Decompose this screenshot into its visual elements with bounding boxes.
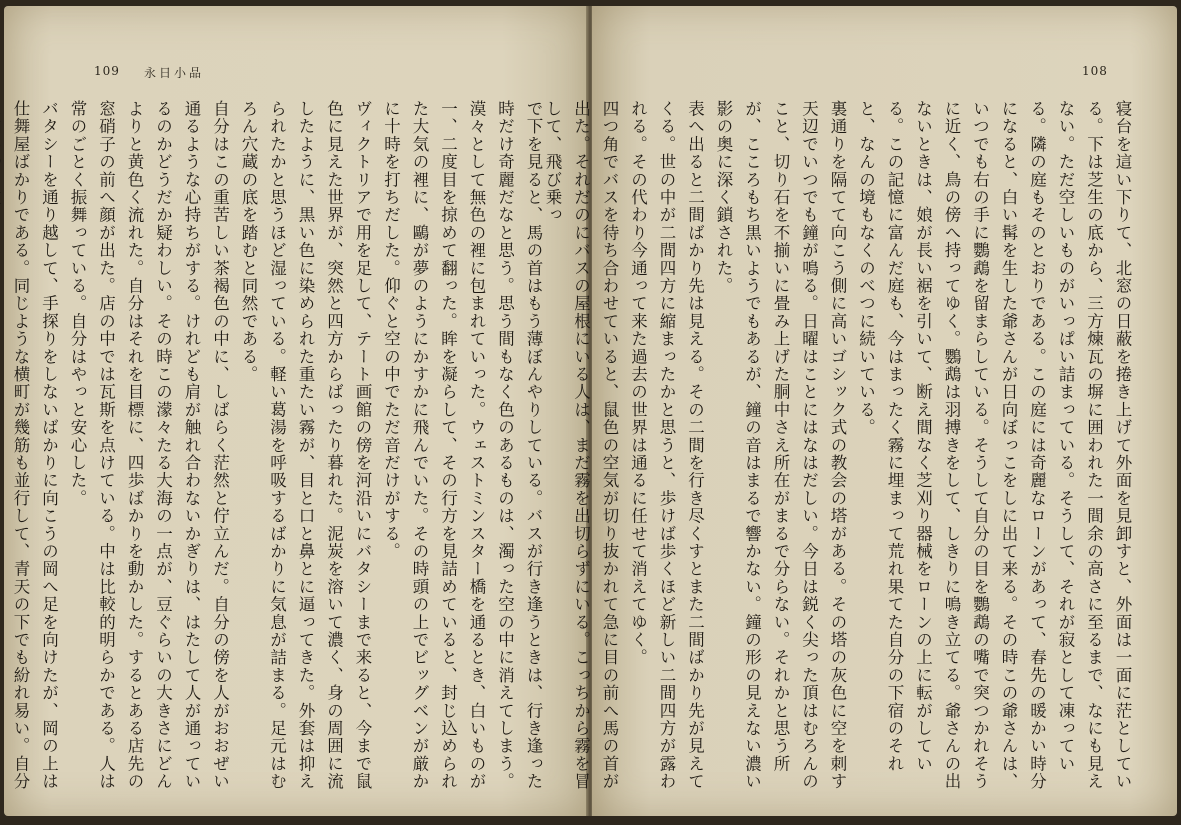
body-text: で下を見ると、馬の首はもう薄ぼんやりしている。バスが行き逢うときは、行き逢った時だけ奇麗だなと思う。思う間もなく色のあるものは、濁った空の中に消えてしまう。漠々として無色の裡に包まれていった。ウェストミンスター橋を通るとき、白いものが一、二度目を掠めて翻った。眸を凝らして、その行方を見詰めていると、封じ込められた大気の裡に、鷗が夢のようにかすかに飛んでいた。その時頭の上でビッグベンが厳かに十時を打ちだした。仰ぐと空の中でただ音だけがする。 ヴィクトリアで用を足して、テート画館の傍を河沿いにバタシーまで来ると、今まで鼠色に見えた世界が、突然と四方からばったり暮れた。泥炭を溶いて濃く、身の周囲に流したように、黒い色に染められた重たい霧が、目と口と鼻とに逼ってきた。外套は抑えられたかと思うほど湿っている。軽い葛湯を呼吸するばかりに気息が詰まる。足元はむろん穴蔵の底を踏むと同然である。 自分はこの重苦しい茶褐色の中に、しばらく茫然と佇立んだ。自分の傍を人がおおぜい通るような心持ちがする。けれども肩が触れ合わないかぎりは、はたして人が通っているのかどうだか疑わしい。その時この濛々たる大海の一点が、豆ぐらいの大きさにどんよりと黄色く流れた。自分はそれを目標に、四歩ばかりを動かした。するとある店先の窓硝子の前へ顔が出た。店の中では瓦斯を点けている。中は比較的明らかである。人は常のごとく振舞っている。自分はやっと安心した。 バタシーを通り越して、手探りをしないばかりに向こうの岡へ足を向けたが、岡の上は仕舞屋ばかりである。同じような横町が幾筋も並行して、青天の下でも紛れ易い。自分 [11, 100, 543, 791]
running-title: 永日小品 [144, 66, 205, 80]
page-number: 108 [1082, 64, 1108, 78]
right-page [543, 6, 1177, 816]
body-text: 寝台を這い下りて、北窓の日蔽を捲き上げて外面を見卸すと、外面は一面に茫としている。下は芝生の底から、三方煉瓦の塀に囲われた一間余の高さに至るまで、なにも見えない。ただ空しいものがいっぱい詰まっている。そうして、それが寂として凍っている。隣の庭もそのとおりである。この庭には奇麗なローンがあって、春先の暖かい時分になると、白い髯を生した爺さんが日向ぼっこをしに出て来る。その時この爺さんは、いつでも右の手に鸚鵡を留まらしている。そうして自分の目を鸚鵡の嘴で突つかれそうに近く、鳥の傍へ持ってゆく。鸚鵡は羽搏きをして、しきりに鳴き立てる。爺さんの出ないときは、娘が長い裾を引いて、断え間なく芝刈り器械をローンの上に転がしている。この記憶に富んだ庭も、今はまったく霧に埋まって荒れ果てた自分の下宿のそれと、なんの境もなくのべつに続いている。 裏通りを隔てて向こう側に高いゴシック式の教会の塔がある。その塔の灰色に空を刺す天辺でいつでも鐘が鳴る。日曜はことにはなはだしい。今日は鋭く尖った頂はむろんのこと、切り石を不揃いに畳み上げた胴中さえ所在がまるで分らない。それかと思う所が、こころもち黒いようでもあるが、鐘の音はまるで響かない。鐘の形の見えない濃い影の奥に深く鎖された。 表へ出ると二間ばかり先は見える。その二間を行き尽くすとまた二間ばかり先が見えてくる。世の中が二間四方に縮まったかと思うと、歩けば歩くほど新しい二間四方が露われる。その代わり今通って来た過去の世界は通るに任せて消えてゆく。 四つ角でバスを待ち合わせていると、鼠色の空気が切り抜かれて急に目の前へ馬の首が出た。それだのにバスの屋根にいる人は、まだ霧を出切らずにいる。こっちから霧を冒して、飛び乗っ [543, 100, 1132, 791]
page-number: 109 [94, 64, 120, 78]
left-page [4, 6, 590, 816]
